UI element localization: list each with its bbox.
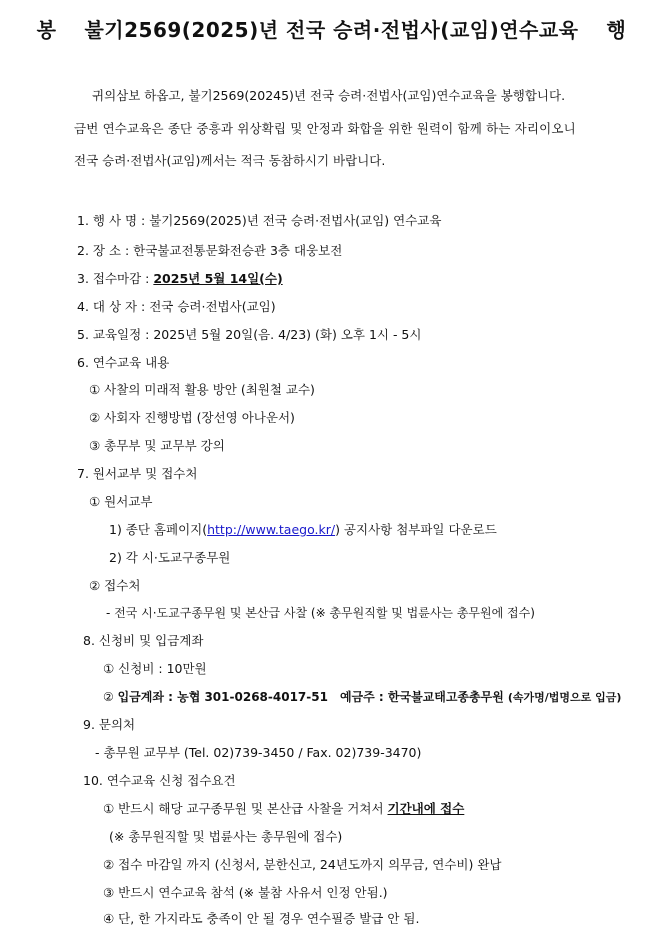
deposit-note: (속가명/법명으로 입금) [507, 691, 622, 704]
item-contact-header: 9. 문의처 [83, 717, 136, 732]
requirement-1-note: (※ 총무원직할 및 법륜사는 총무원에 접수) [109, 829, 343, 844]
item-content-header: 6. 연수교육 내용 [77, 355, 170, 370]
requirement-4: ④ 단, 한 가지라도 충족이 안 될 경우 연수필증 발급 안 됨. [103, 911, 420, 926]
deadline-label: 3. 접수마감 : [77, 271, 154, 286]
bank-account: 입금계좌 : 농협 301-0268-4017-51 [117, 690, 328, 704]
requirement-3: ③ 반드시 연수교육 참석 (※ 불참 사유서 인정 안됨.) [103, 885, 388, 900]
fee-item-2 [103, 689, 621, 706]
item-deadline [77, 271, 283, 287]
deadline-date: 2025년 5월 14일(수) [153, 271, 283, 286]
intro-line-2: 금번 연수교육은 종단 중흥과 위상확립 및 안정과 화합을 위한 원력이 함께 하는 자리이오니 [74, 121, 576, 136]
item-schedule: 5. 교육일정 : 2025년 5월 20일(음. 4/23) (화) 오후 1시 - 5시 [77, 327, 422, 342]
fee-item-1: ① 신청비 : 10만원 [103, 661, 207, 676]
title-main: 불기2569(2025)년 전국 승려·전법사(교임)연수교육 [84, 18, 579, 42]
requirement-1-emphasis: 기간내에 접수 [387, 801, 465, 816]
item-apply-header: 7. 원서교부 및 접수처 [77, 466, 198, 481]
requirement-1 [103, 801, 464, 817]
apply-item-1a [109, 522, 497, 538]
title-suffix: 행 [606, 18, 627, 42]
account-holder: 예금주 : 한국불교태고종총무원 [339, 690, 504, 704]
contact-item-1: - 총무원 교무부 (Tel. 02)739-3450 / Fax. 02)739-3470) [95, 745, 422, 760]
apply-1a-prefix: 1) 종단 홈페이지( [109, 522, 208, 537]
intro-line-3: 전국 승려·전법사(교임)께서는 적극 동참하시기 바랍니다. [74, 153, 386, 168]
requirement-1-text: ① 반드시 해당 교구종무원 및 본산급 사찰을 거쳐서 [103, 801, 388, 816]
apply-item-2a: - 전국 시·도교구종무원 및 본산급 사찰 (※ 총무원직할 및 법륜사는 총무원에 접수) [106, 606, 535, 620]
content-item-1: ① 사찰의 미래적 활용 방안 (최원철 교수) [89, 382, 315, 397]
apply-item-1b: 2) 각 시·도교구종무원 [109, 550, 231, 565]
intro-line-1: 귀의삼보 하옵고, 불기2569(20245)년 전국 승려·전법사(교임)연수교육을 봉행합니다. [92, 88, 566, 103]
title-prefix: 봉 [36, 18, 57, 42]
apply-item-2: ② 접수처 [89, 578, 141, 593]
item-target: 4. 대 상 자 : 전국 승려·전법사(교임) [77, 299, 276, 314]
item-venue: 2. 장 소 : 한국불교전통문화전승관 3층 대웅보전 [77, 243, 343, 258]
fee-2-number: ② [103, 690, 118, 704]
item-fee-header: 8. 신청비 및 입금계좌 [83, 633, 204, 648]
apply-item-1: ① 원서교부 [89, 494, 153, 509]
item-requirements-header: 10. 연수교육 신청 접수요건 [83, 773, 236, 788]
page-title [0, 14, 663, 43]
content-item-3: ③ 총무부 및 교무부 강의 [89, 438, 225, 453]
item-event-name: 1. 행 사 명 : 불기2569(2025)년 전국 승려·전법사(교임) 연수교육 [77, 213, 442, 228]
content-item-2: ② 사회자 진행방법 (장선영 아나운서) [89, 410, 295, 425]
apply-1a-suffix: ) 공지사항 첨부파일 다운로드 [335, 522, 497, 537]
requirement-2: ② 접수 마감일 까지 (신청서, 분한신고, 24년도까지 의무금, 연수비) 완납 [103, 857, 502, 872]
homepage-link[interactable]: http://www.taego.kr/ [207, 522, 336, 537]
